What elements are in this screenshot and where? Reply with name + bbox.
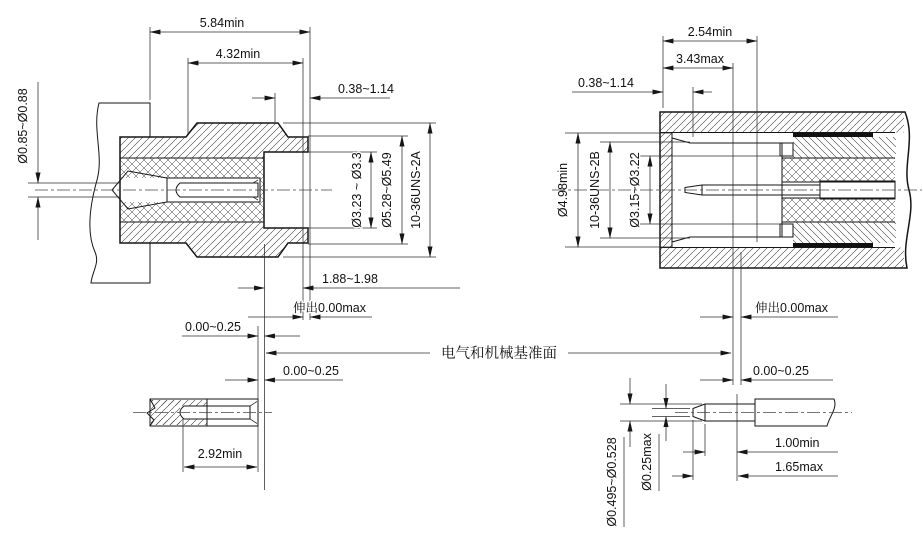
- dim-left-socket-bore-dia: Ø0.85~Ø0.88: [16, 88, 30, 164]
- dim-left-overall-length: 5.84min: [199, 16, 245, 30]
- dim-left-thread-spec: 10-36UNS-2A: [409, 151, 423, 229]
- reference-plane-label: 电气和机械基准面: [441, 346, 557, 362]
- right-ferrule-hatch-bottom: [793, 222, 896, 243]
- dim-right-cavity-dia: Ø4.98min: [556, 162, 570, 218]
- right-dielectric-hatch-bottom: [782, 198, 895, 222]
- right-outer-conductor-hatch-bottom: [660, 248, 904, 269]
- dim-right-pin-dia: Ø0.495~Ø0.528: [605, 437, 619, 527]
- dim-left-insulator-bore-dia: Ø3.23 ~ Ø3.3: [350, 152, 364, 228]
- dim-left-recess-lower: 0.00~0.25: [283, 364, 339, 378]
- left-dielectric-hatch-top: [120, 158, 264, 178]
- right-dielectric-hatch-top: [782, 158, 895, 182]
- dim-right-recess: 0.00~0.25: [753, 364, 809, 378]
- dim-left-socket-depth: 2.92min: [197, 447, 243, 461]
- dim-right-thread-spec: 10-36UNS-2B: [588, 151, 602, 229]
- left-connector-section-view: [90, 103, 308, 283]
- dim-right-cavity-depth: 3.43max: [676, 52, 724, 66]
- dim-left-nose-dia: Ø5.28~Ø5.49: [380, 152, 394, 228]
- dim-left-face-gap: 0.38~1.14: [338, 82, 394, 96]
- left-dielectric-hatch-bottom: [120, 202, 264, 222]
- right-ferrule-hatch-top: [793, 137, 896, 158]
- dim-left-contact-recess: 1.88~1.98: [322, 272, 378, 286]
- dim-right-pin-engagement: 1.00min: [775, 436, 820, 450]
- dim-left-thread-length: 4.32min: [215, 47, 261, 61]
- dim-right-thread-depth: 2.54min: [687, 25, 733, 39]
- dim-left-recess-upper: 0.00~0.25: [185, 320, 241, 334]
- dimension-labels: [16, 16, 829, 527]
- dim-left-protrusion: 伸出0.00max: [293, 301, 366, 315]
- left-dimensions: [28, 27, 460, 490]
- right-connector-section-view: [660, 112, 911, 268]
- right-outer-conductor-hatch-top: [660, 112, 904, 133]
- dim-right-pin-tip-dia: Ø0.25max: [640, 433, 654, 491]
- dim-right-protrusion: 伸出0.00max: [755, 301, 828, 315]
- dim-right-insulator-dia: Ø3.15~Ø3.22: [628, 152, 642, 228]
- dim-right-pin-length: 1.65max: [775, 460, 823, 474]
- dim-right-face-gap: 0.38~1.14: [578, 76, 634, 90]
